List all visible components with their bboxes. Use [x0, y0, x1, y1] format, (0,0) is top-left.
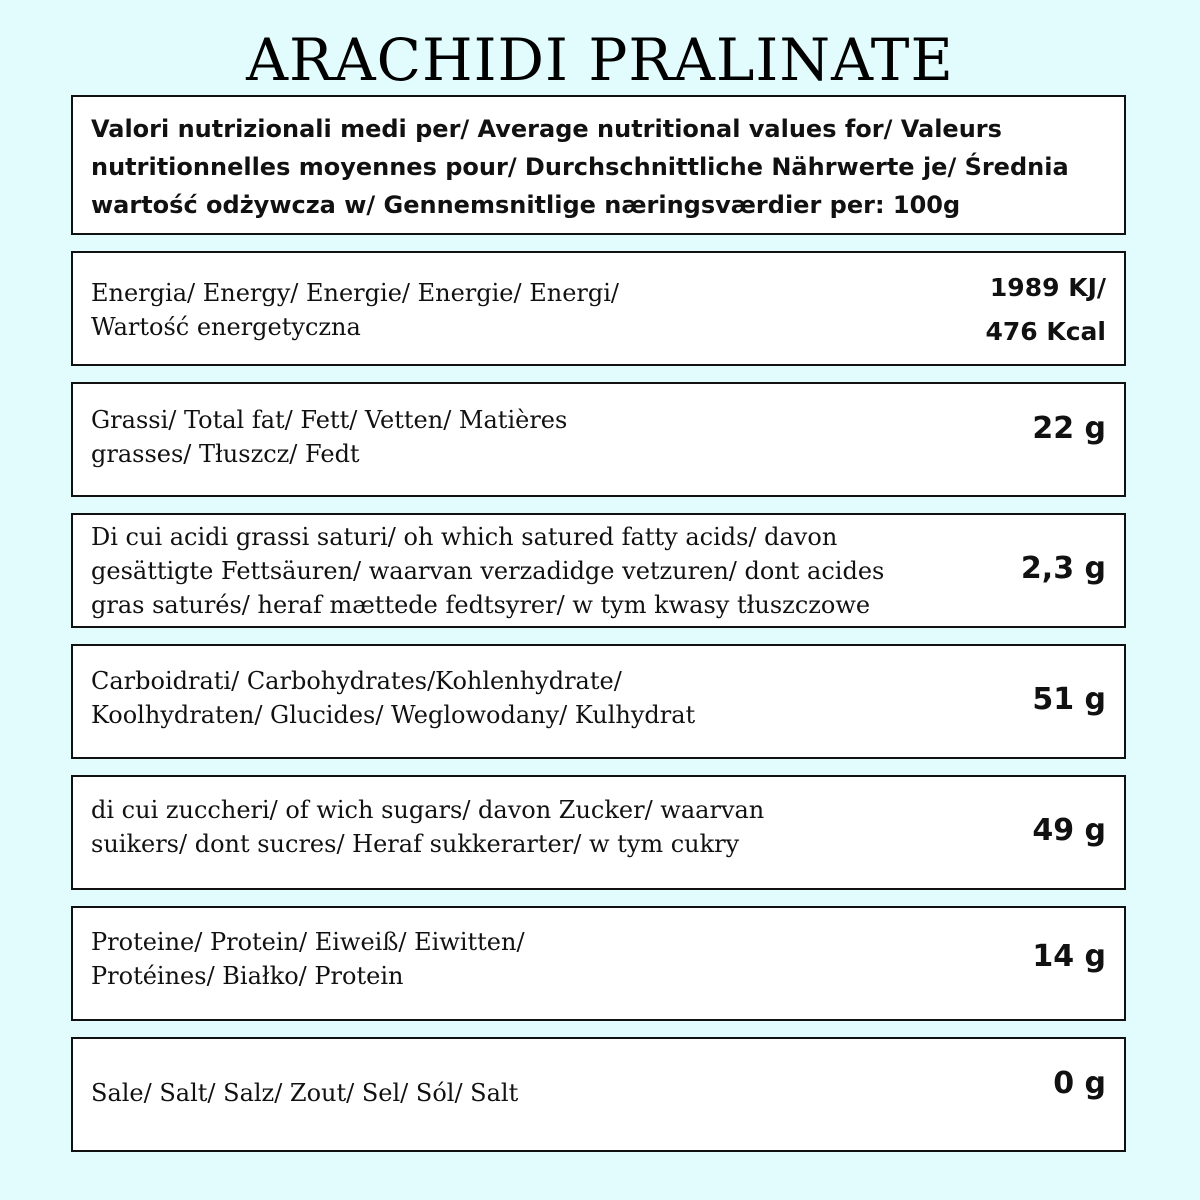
- row-value-line: 1989 KJ/: [989, 273, 1106, 302]
- nutrition-row-sugars: [71, 775, 1126, 890]
- row-label-line: grasses/ Tłuszcz/ Fedt: [91, 440, 360, 468]
- row-label-line: Energia/ Energy/ Energie/ Energie/ Energi/: [91, 279, 619, 307]
- row-label-line: Sale/ Salt/ Salz/ Zout/ Sel/ Sól/ Salt: [91, 1079, 519, 1107]
- product-title: ARACHIDI PRALINATE: [246, 26, 954, 94]
- nutrition-row-salt: [71, 1037, 1126, 1152]
- nutrition-header-box: [71, 95, 1126, 235]
- row-label-line: Proteine/ Protein/ Eiweiß/ Eiwitten/: [91, 928, 525, 956]
- row-label: [91, 403, 951, 471]
- row-value: 22 g: [1032, 411, 1106, 446]
- row-label: [91, 1076, 951, 1110]
- nutrition-row-saturated-fat: [71, 513, 1126, 628]
- nutrition-row-energy: [71, 251, 1126, 366]
- row-label-line: Grassi/ Total fat/ Fett/ Vetten/ Matières: [91, 406, 568, 434]
- row-label-line: Carboidrati/ Carbohydrates/Kohlenhydrate/: [91, 667, 622, 695]
- nutrition-row-protein: [71, 906, 1126, 1021]
- row-value: 0 g: [1053, 1066, 1106, 1101]
- row-label: [91, 276, 951, 344]
- row-label-line: Di cui acidi grassi saturi/ oh which satured fatty acids/ davon: [91, 523, 838, 551]
- row-label: [91, 664, 951, 732]
- row-label-line: Protéines/ Białko/ Protein: [91, 962, 404, 990]
- row-label-line: suikers/ dont sucres/ Heraf sukkerarter/ w tym cukry: [91, 830, 740, 858]
- row-value: 14 g: [1032, 939, 1106, 974]
- row-label: [91, 925, 951, 993]
- nutrition-header-text: Valori nutrizionali medi per/ Average nutritional values for/ Valeurs nutritionnelles moyennes pour/ Durchschnittliche Nährwerte je/ Średnia wartość odżywcza w/ Gennemsnitlige næringsværdier per: 100g: [91, 115, 1069, 219]
- nutrition-row-carbohydrates: [71, 644, 1126, 759]
- row-label: [91, 793, 951, 861]
- row-value: [906, 266, 1106, 354]
- row-value: 51 g: [1032, 682, 1106, 717]
- row-label: [91, 520, 951, 622]
- row-label-line: Wartość energetyczna: [91, 313, 361, 341]
- row-label-line: gesättigte Fettsäuren/ waarvan verzadidge vetzuren/ dont acides: [91, 557, 885, 585]
- row-label-line: di cui zuccheri/ of wich sugars/ davon Zucker/ waarvan: [91, 796, 765, 824]
- row-value: 2,3 g: [1020, 551, 1106, 586]
- row-label-line: Koolhydraten/ Glucides/ Weglowodany/ Kulhydrat: [91, 701, 696, 729]
- row-label-line: gras saturés/ heraf mættede fedtsyrer/ w tym kwasy tłuszczowe: [91, 591, 871, 619]
- row-value: 49 g: [1032, 813, 1106, 848]
- row-value-line: 476 Kcal: [985, 317, 1106, 346]
- nutrition-row-fat: [71, 382, 1126, 497]
